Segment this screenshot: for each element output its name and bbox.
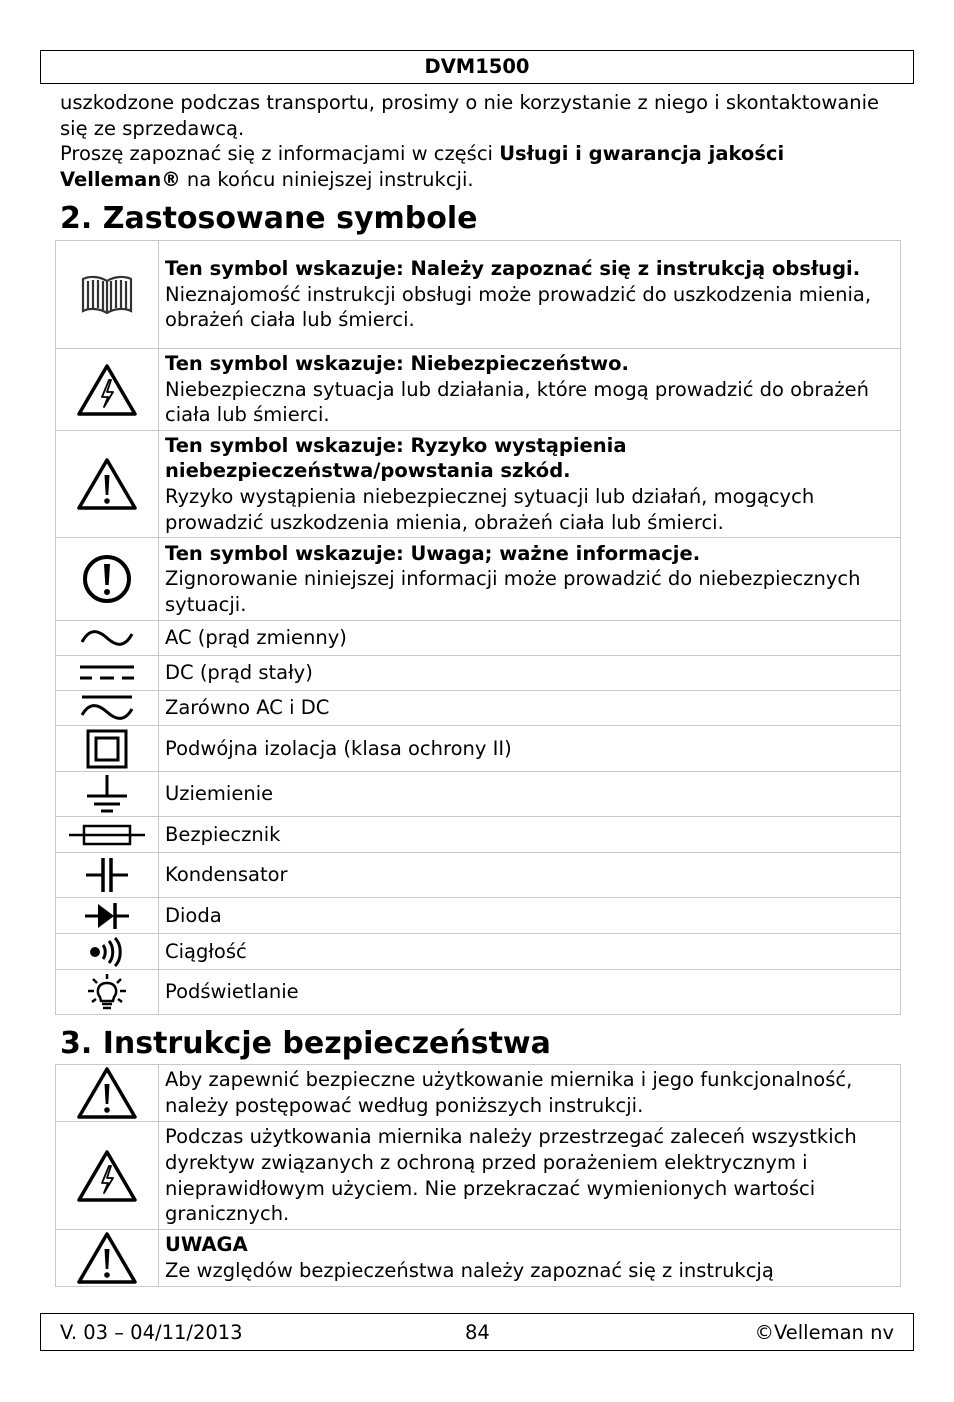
symbol-description: AC (prąd zmienny) (165, 626, 347, 650)
caution-triangle-icon (76, 457, 138, 511)
symbol-description: Ciągłość (165, 939, 247, 963)
safety-text: Ze względów bezpieczeństwa należy zapoznać się z instrukcją (165, 1259, 774, 1282)
footer-copyright: ©Velleman nv (754, 1321, 894, 1344)
symbol-row (56, 431, 901, 538)
book-icon (79, 273, 135, 317)
symbol-description: Nieznajomość instrukcji obsługi może prowadzić do uszkodzenia mienia, obrażeń ciała lub śmierci. (165, 282, 872, 332)
symbol-row (56, 349, 901, 431)
symbol-row (56, 970, 901, 1015)
caution-triangle-icon (76, 1231, 138, 1285)
symbol-row (56, 538, 901, 621)
symbol-title: Ten symbol wskazuje: Niebezpieczeństwo. (165, 352, 629, 376)
backlight-icon (87, 973, 127, 1011)
intro-line-2-bold: Usługi i gwarancja jakości Velleman® (60, 142, 785, 191)
symbols-table (55, 240, 901, 1015)
symbol-description: Niebezpieczna sytuacja lub działania, które mogą prowadzić do obrażeń ciała lub śmierci. (165, 377, 869, 427)
symbol-row (56, 691, 901, 726)
ground-icon (83, 774, 131, 814)
symbol-row (56, 726, 901, 772)
dc-icon (78, 662, 136, 684)
continuity-icon (87, 937, 127, 967)
safety-text: Podczas użytkowania miernika należy przestrzegać zaleceń wszystkich dyrektyw związanych z ochroną przed porażeniem elektrycznym i nieprawidłowym użyciem. Nie przekraczać wymienionych wartości granicznych. (165, 1125, 857, 1226)
symbol-description: Podświetlanie (165, 980, 299, 1004)
high-voltage-warning-icon (76, 1149, 138, 1203)
symbol-description: DC (prąd stały) (165, 661, 313, 685)
exclamation-circle-icon (81, 553, 133, 605)
safety-table (55, 1064, 901, 1287)
fuse-icon (68, 823, 146, 847)
header-title: DVM1500 (424, 55, 530, 78)
symbol-row (56, 934, 901, 970)
section-3-heading: 3. Instrukcje bezpieczeństwa (60, 1026, 551, 1061)
section-2-heading: 2. Zastosowane symbole (60, 201, 478, 236)
ac-icon (79, 626, 135, 650)
safety-row (56, 1122, 901, 1230)
safety-text: Aby zapewnić bezpieczne użytkowanie miernika i jego funkcjonalność, należy postępować według poniższych instrukcji. (165, 1068, 853, 1117)
symbol-description: Bezpiecznik (165, 822, 281, 846)
diode-icon (84, 901, 130, 931)
intro-line-1: uszkodzone podczas transportu, prosimy o nie korzystanie z niego i skontaktowanie się ze sprzedawcą. (60, 91, 880, 140)
symbol-description: Ryzyko wystąpienia niebezpiecznej sytuacji lub działań, mogących prowadzić uszkodzenia mienia, obrażeń ciała lub śmierci. (165, 485, 815, 534)
safety-row (56, 1230, 901, 1287)
symbol-description: Zarówno AC i DC (165, 696, 330, 720)
document-header (40, 50, 914, 84)
capacitor-icon (85, 856, 129, 894)
symbol-row (56, 817, 901, 853)
high-voltage-warning-icon (76, 363, 138, 417)
caution-triangle-icon (76, 1066, 138, 1120)
double-insulation-icon (86, 729, 128, 769)
symbol-description: Zignorowanie niniejszej informacji może prowadzić do niebezpiecznych sytuacji. (165, 567, 861, 616)
intro-line-2-pre: Proszę zapoznać się z informacjami w części (60, 142, 500, 166)
safety-row (56, 1065, 901, 1122)
intro-paragraph (60, 90, 900, 192)
symbol-row (56, 241, 901, 349)
symbol-description: Uziemienie (165, 782, 274, 806)
ac-dc-icon (79, 693, 135, 723)
symbol-description: Kondensator (165, 863, 288, 887)
document-footer (40, 1313, 914, 1351)
symbol-description: Podwójna izolacja (klasa ochrony II) (165, 736, 512, 760)
footer-version: V. 03 – 04/11/2013 (60, 1321, 243, 1344)
symbol-description: Dioda (165, 903, 222, 927)
symbol-row (56, 656, 901, 691)
intro-line-2-post: na końcu niniejszej instrukcji. (180, 167, 474, 191)
footer-page-number: 84 (465, 1321, 490, 1344)
symbol-row (56, 621, 901, 656)
intro-line-2 (60, 141, 900, 192)
symbol-row (56, 853, 901, 898)
symbol-title: Ten symbol wskazuje: Należy zapoznać się z instrukcją obsługi. (165, 257, 861, 281)
symbol-row (56, 772, 901, 817)
safety-title: UWAGA (165, 1233, 248, 1257)
symbol-title: Ten symbol wskazuje: Ryzyko wystąpienia niebezpieczeństwa/powstania szkód. (165, 433, 627, 483)
symbol-title: Ten symbol wskazuje: Uwaga; ważne informacje. (165, 541, 701, 565)
symbol-row (56, 898, 901, 934)
